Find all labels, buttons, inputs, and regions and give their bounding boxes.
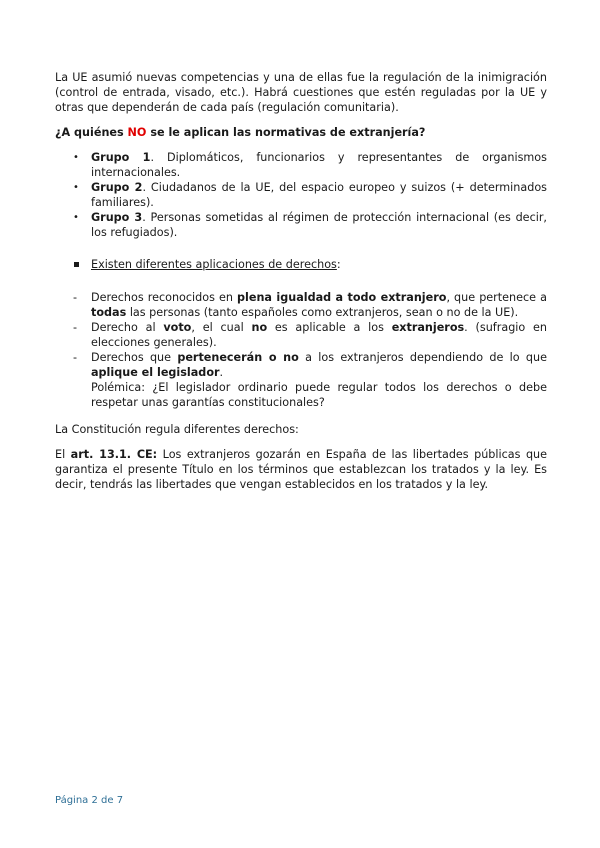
bullet-icon: • — [73, 152, 79, 163]
groups-list — [55, 150, 547, 240]
rights-text: Derechos que — [91, 351, 178, 364]
intro-paragraph: La UE asumió nuevas competencias y una de ellas fue la regulación de la inimigración (control de entrada, visado, etc.). Habrá cuestiones que estén reguladas por la UE y otras que dependerán de cada país (regulación comunitaria). — [55, 71, 547, 114]
square-bullet-icon — [74, 262, 79, 267]
rights-text: . — [219, 366, 224, 379]
group-item-3 — [55, 210, 547, 240]
rights-bold: plena igualdad a todo extranjero — [237, 291, 447, 304]
rights-heading — [55, 257, 547, 272]
rights-text: Derechos reconocidos en — [91, 291, 238, 304]
group-label: Grupo 2 — [91, 181, 143, 194]
document-page — [55, 70, 547, 502]
rights-bold: no — [251, 321, 268, 334]
rights-text: Derecho al — [91, 321, 164, 334]
article-paragraph — [55, 447, 547, 492]
constitution-paragraph: La Constitución regula diferentes derechos: — [55, 423, 299, 436]
bullet-icon: • — [73, 182, 79, 193]
group-item-2 — [55, 180, 547, 210]
rights-list — [55, 290, 547, 410]
rights-text: es aplicable a los — [267, 321, 392, 334]
rights-heading-colon: : — [336, 258, 341, 271]
rights-text: . (sufragio en elecciones generales). — [91, 321, 548, 349]
rights-text: las personas (tanto españoles como extranjeros, sean o no de la UE). — [126, 306, 519, 319]
rights-bold: voto — [163, 321, 192, 334]
question-heading — [55, 125, 547, 140]
article-text: El — [55, 448, 71, 461]
rights-bold: extranjeros — [391, 321, 465, 334]
rights-bold: todas — [91, 306, 127, 319]
group-text: . Ciudadanos de la UE, del espacio europeo y suizos (+ determinados familiares). — [91, 181, 547, 209]
group-label: Grupo 1 — [91, 151, 151, 164]
group-item-1 — [55, 150, 547, 180]
question-highlight: NO — [127, 126, 147, 139]
rights-heading-text: Existen diferentes aplicaciones de derechos — [91, 258, 337, 271]
rights-bold: aplique el legislador — [91, 366, 220, 379]
rights-bold: pertenecerán o no — [177, 351, 299, 364]
rights-item-1 — [55, 290, 547, 320]
rights-text: , que pertenece a — [446, 291, 547, 304]
article-reference: art. 13.1. CE: — [70, 448, 158, 461]
dash-icon: - — [73, 351, 78, 364]
group-text: . Personas sometidas al régimen de protección internacional (es decir, los refugiados). — [91, 211, 547, 239]
dash-icon: - — [73, 291, 78, 304]
rights-text: a los extranjeros dependiendo de lo que — [298, 351, 547, 364]
rights-item-3 — [55, 350, 547, 410]
question-after: se le aplican las normativas de extranjería? — [146, 126, 426, 139]
question-before: ¿A quiénes — [55, 126, 128, 139]
rights-text: , el cual — [191, 321, 252, 334]
group-text: . Diplomáticos, funcionarios y representantes de organismos internacionales. — [91, 151, 547, 179]
page-number-footer: Página 2 de 7 — [55, 795, 124, 806]
group-label: Grupo 3 — [91, 211, 143, 224]
dash-icon: - — [73, 321, 78, 334]
article-text: Los extranjeros gozarán en España de las libertades públicas que garantiza el presente Título en los términos que establezcan los tratados y la ley. Es decir, tendrás las libertades que vengan establecidos en los tratados y la ley. — [55, 448, 548, 491]
rights-item-2 — [55, 320, 547, 350]
bullet-icon: • — [73, 212, 79, 223]
polemic-text: Polémica: ¿El legislador ordinario puede regular todos los derechos o debe respetar unas garantías constitucionales? — [91, 381, 547, 409]
